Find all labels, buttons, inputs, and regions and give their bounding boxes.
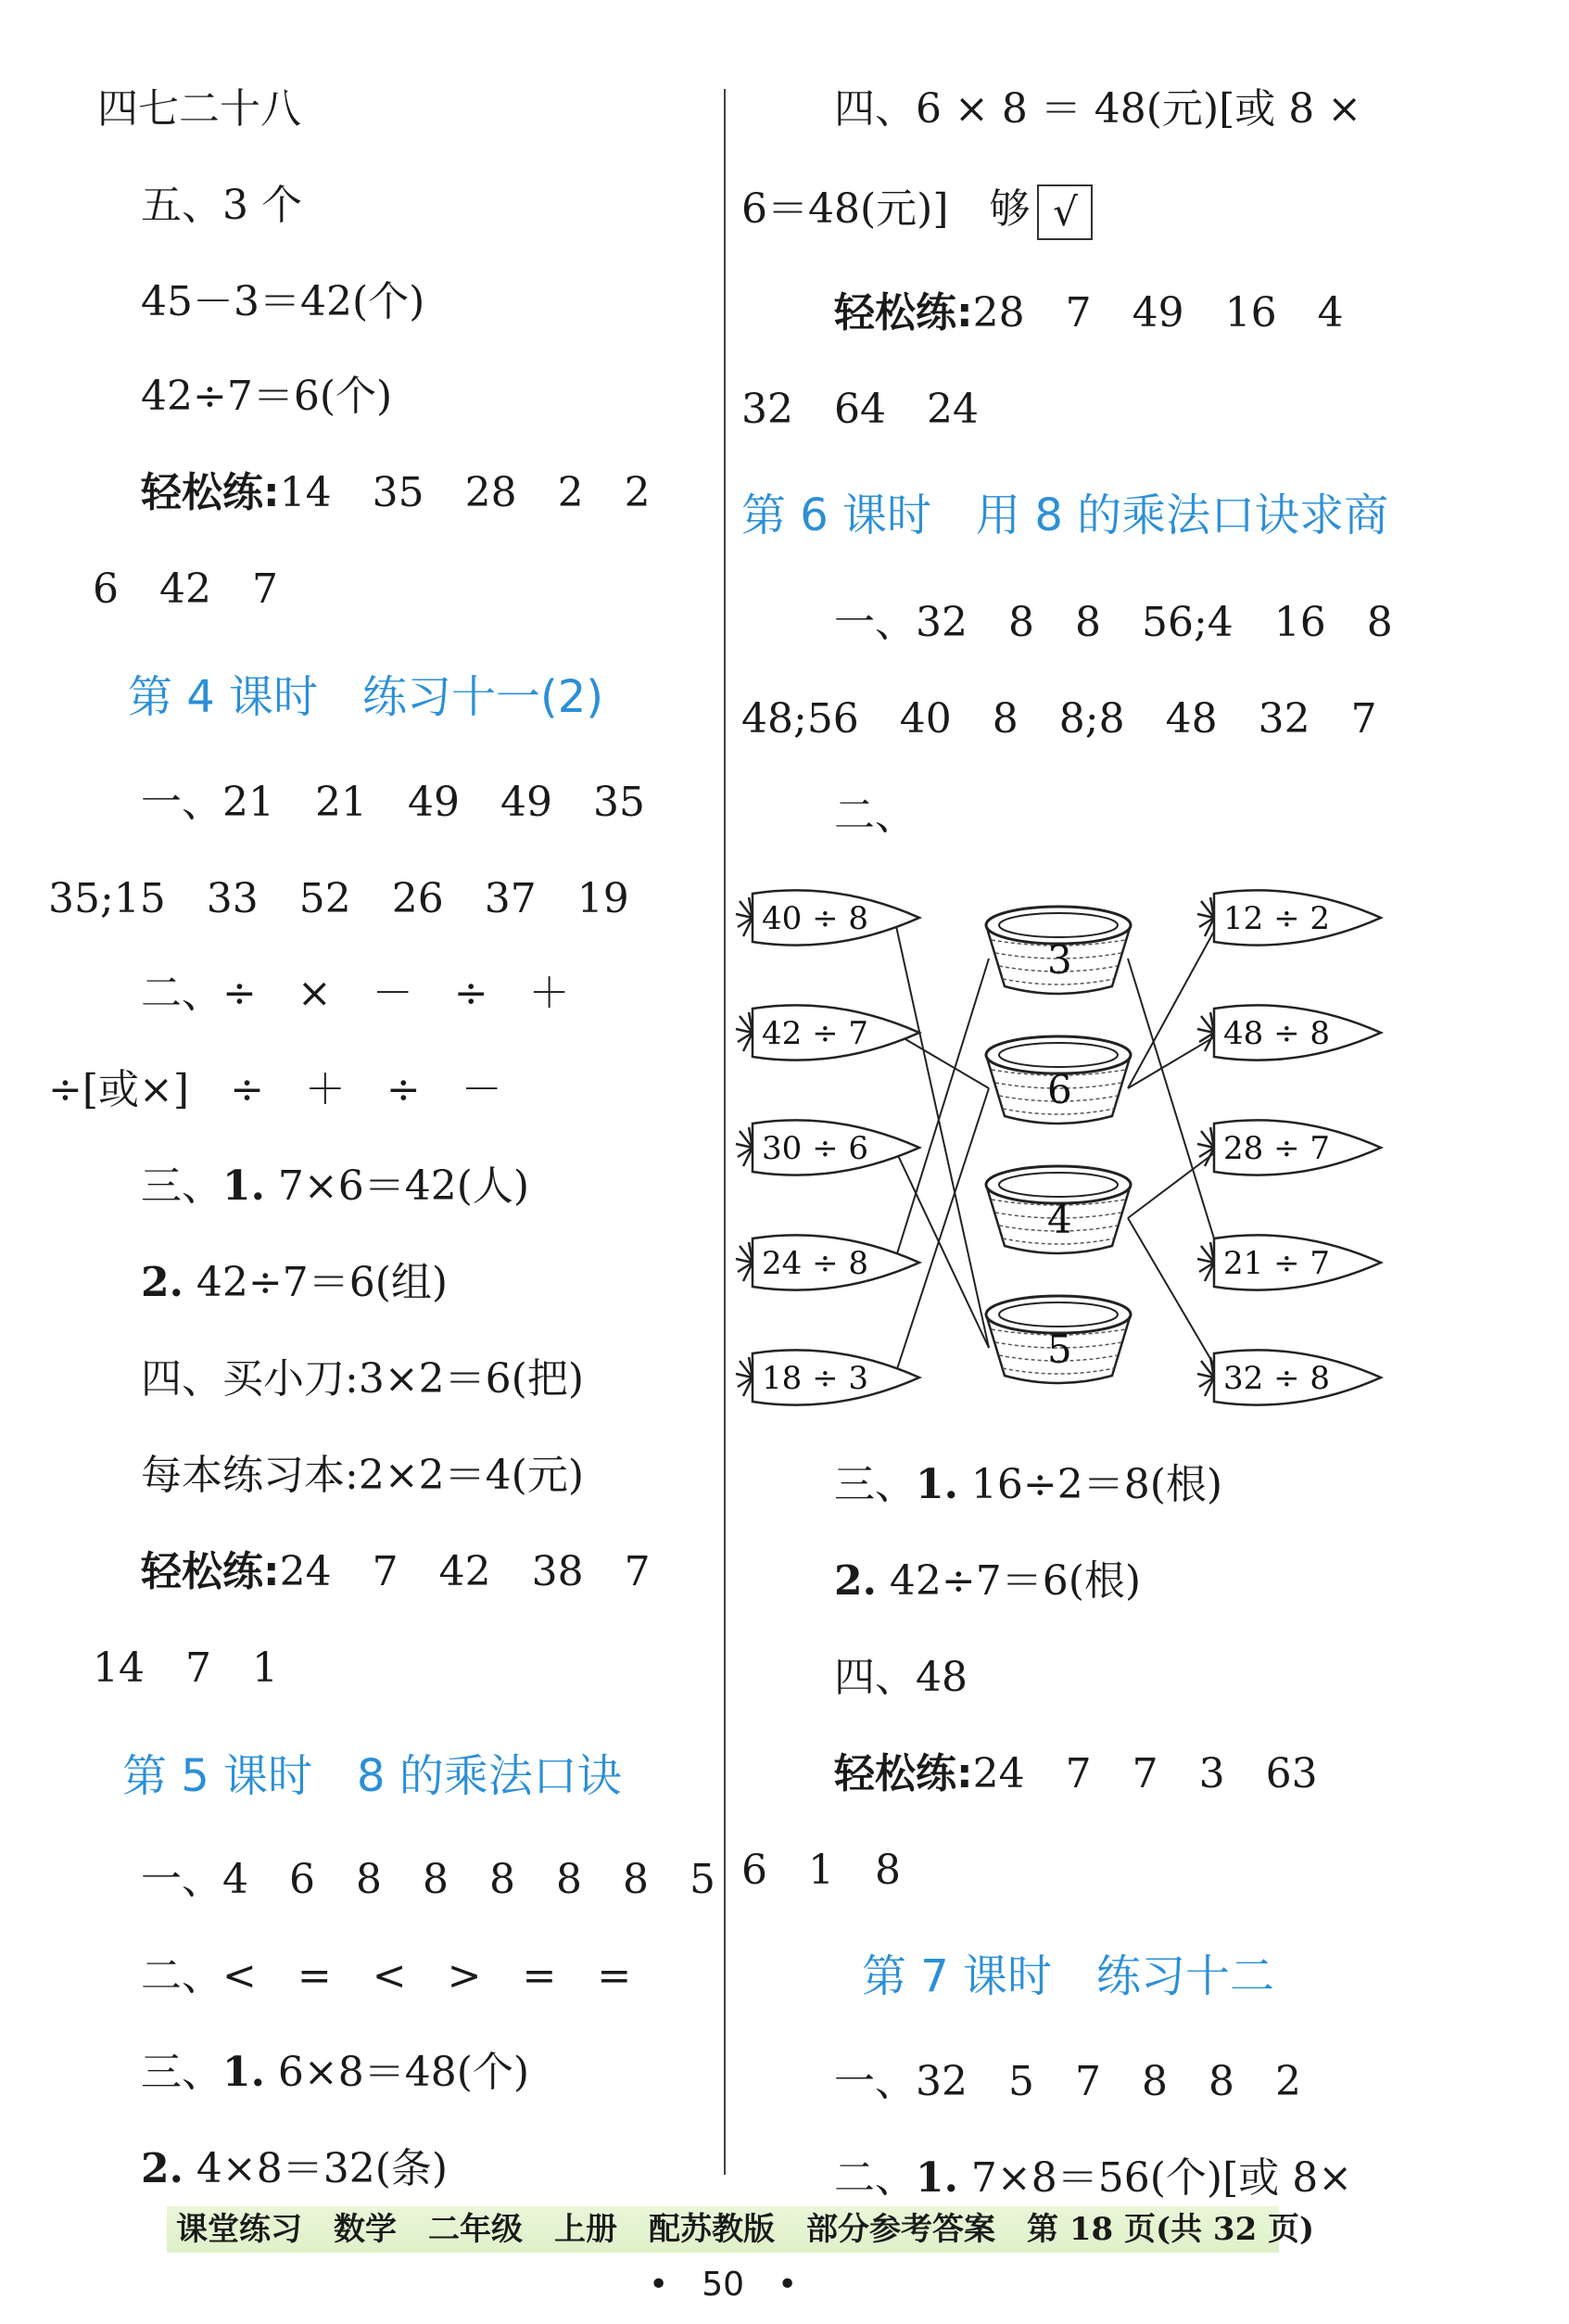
item-number: 2. bbox=[141, 2145, 183, 2192]
item-prefix: 三、 bbox=[834, 1461, 916, 1508]
practice-line bbox=[834, 286, 1344, 341]
item-prefix: 二、 bbox=[834, 2154, 916, 2202]
item-prefix: 三、 bbox=[141, 2049, 222, 2096]
item-number: 1. bbox=[222, 1162, 265, 1210]
answer-line bbox=[141, 1255, 448, 1311]
carrot-label: 32 ÷ 8 bbox=[1223, 1360, 1330, 1397]
item-value: 16÷2＝8(根) bbox=[957, 1461, 1223, 1508]
answer-line: 35;15 33 52 26 37 19 bbox=[48, 875, 629, 922]
basket bbox=[986, 907, 1131, 994]
match-line bbox=[894, 1148, 989, 1348]
right-carrot bbox=[1197, 1120, 1381, 1175]
left-carrot bbox=[736, 1235, 919, 1289]
carrot-basket-matching-diagram bbox=[732, 862, 1399, 1437]
answer-line bbox=[141, 2045, 529, 2101]
practice-line bbox=[141, 1544, 651, 1600]
right-carrot bbox=[1197, 1235, 1381, 1289]
left-carrot bbox=[736, 890, 919, 945]
basket-number: 4 bbox=[1047, 1197, 1072, 1242]
answer-line bbox=[141, 2141, 448, 2197]
match-line bbox=[1128, 1148, 1221, 1218]
answer-line: 48;56 40 8 8;8 48 32 7 bbox=[741, 695, 1377, 743]
item-prefix: 三、 bbox=[141, 1162, 222, 1210]
item-value: 6＝48(元)] 够 bbox=[741, 185, 1031, 233]
item-number: 1. bbox=[222, 2049, 265, 2096]
item-value: 7×8＝56(个)[或 8× bbox=[957, 2154, 1353, 2202]
answer-line: 一、32 8 8 56;4 16 8 bbox=[834, 599, 1393, 646]
answer-line: 6 1 8 bbox=[741, 1847, 901, 1894]
practice-line bbox=[834, 1746, 1318, 1802]
basket-number: 3 bbox=[1047, 937, 1072, 983]
item-value: 42÷7＝6(根) bbox=[876, 1557, 1142, 1605]
right-carrot bbox=[1197, 890, 1381, 945]
item-value: 4×8＝32(条) bbox=[183, 2145, 449, 2192]
answer-line: 四、买小刀:3×2＝6(把) bbox=[141, 1355, 585, 1403]
carrot-label: 21 ÷ 7 bbox=[1223, 1245, 1330, 1282]
basket bbox=[986, 1036, 1131, 1124]
left-carrot bbox=[736, 1005, 919, 1060]
carrot-label: 30 ÷ 6 bbox=[762, 1130, 868, 1167]
page-number: • 50 • bbox=[649, 2266, 798, 2304]
right-carrot bbox=[1197, 1350, 1381, 1404]
answer-line: 二、< = < > = = bbox=[141, 1952, 632, 2000]
answer-line bbox=[141, 1159, 529, 1214]
basket bbox=[986, 1166, 1131, 1253]
practice-values: 24 7 42 38 7 bbox=[279, 1548, 651, 1595]
lesson-heading-4: 第 4 课时 练习十一(2) bbox=[128, 671, 604, 723]
answer-line: 一、21 21 49 49 35 bbox=[141, 779, 645, 826]
item-number: 2. bbox=[141, 1259, 183, 1306]
carrot-label: 18 ÷ 3 bbox=[762, 1360, 868, 1397]
answer-line: 32 64 24 bbox=[741, 386, 979, 433]
practice-label: 轻松练: bbox=[141, 469, 280, 516]
answer-line: 二、 bbox=[834, 792, 916, 839]
answer-line: 五、3 个 bbox=[141, 182, 302, 229]
item-number: 1. bbox=[916, 2154, 958, 2202]
answer-line: 6 42 7 bbox=[93, 565, 278, 613]
lesson-heading-7: 第 7 课时 练习十二 bbox=[862, 1950, 1275, 2002]
lesson-heading-5: 第 5 课时 8 的乘法口诀 bbox=[122, 1750, 622, 1802]
match-line bbox=[894, 1033, 989, 1088]
practice-values: 24 7 7 3 63 bbox=[972, 1750, 1318, 1797]
carrot-label: 12 ÷ 2 bbox=[1223, 900, 1330, 937]
match-line bbox=[894, 959, 989, 1263]
carrot-label: 48 ÷ 8 bbox=[1223, 1015, 1330, 1052]
baskets bbox=[986, 907, 1131, 1383]
carrot-label: 28 ÷ 7 bbox=[1223, 1130, 1330, 1167]
carrot-label: 40 ÷ 8 bbox=[762, 900, 868, 937]
match-line bbox=[1128, 1218, 1221, 1378]
answer-line: 一、32 5 7 8 8 2 bbox=[834, 2058, 1301, 2105]
practice-values: 28 7 49 16 4 bbox=[972, 289, 1344, 337]
answer-line: ÷[或×] ÷ ＋ ÷ － bbox=[48, 1066, 502, 1113]
item-number: 1. bbox=[916, 1461, 958, 1508]
practice-label: 轻松练: bbox=[141, 1548, 280, 1595]
basket bbox=[986, 1296, 1131, 1383]
practice-label: 轻松练: bbox=[834, 1750, 973, 1797]
answer-line bbox=[834, 1457, 1222, 1513]
answer-line: 二、÷ × － ÷ ＋ bbox=[141, 970, 570, 1017]
answer-line: 42÷7＝6(个) bbox=[141, 373, 393, 420]
answer-line: 四七二十八 bbox=[97, 85, 301, 133]
answer-line bbox=[834, 1554, 1141, 1609]
carrot-label: 42 ÷ 7 bbox=[762, 1015, 868, 1052]
item-value: 7×6＝42(人) bbox=[264, 1162, 530, 1210]
practice-line bbox=[141, 465, 651, 521]
practice-label: 轻松练: bbox=[834, 289, 973, 337]
answer-line: 四、48 bbox=[834, 1654, 968, 1701]
right-carrots bbox=[1197, 890, 1381, 1404]
answer-line: 每本练习本:2×2＝4(元) bbox=[141, 1452, 585, 1499]
item-value: 6×8＝48(个) bbox=[264, 2049, 530, 2096]
check-box: √ bbox=[1037, 184, 1093, 240]
answer-line: 一、4 6 8 8 8 8 8 5 bbox=[141, 1856, 715, 1903]
basket-number: 6 bbox=[1047, 1067, 1072, 1112]
left-carrot bbox=[736, 1120, 919, 1175]
carrot-label: 24 ÷ 8 bbox=[762, 1245, 868, 1282]
match-line bbox=[1128, 1033, 1221, 1088]
answer-line: 14 7 1 bbox=[93, 1645, 278, 1692]
basket-number: 5 bbox=[1047, 1327, 1072, 1372]
answer-line: 45－3＝42(个) bbox=[141, 278, 425, 325]
item-value: 42÷7＝6(组) bbox=[183, 1259, 449, 1306]
right-carrot bbox=[1197, 1005, 1381, 1060]
left-carrots bbox=[736, 890, 919, 1404]
footer-text: 课堂练习 数学 二年级 上册 配苏教版 部分参考答案 第 18 页(共 32 页) bbox=[176, 2211, 1315, 2248]
lesson-heading-6: 第 6 课时 用 8 的乘法口诀求商 bbox=[741, 489, 1389, 541]
column-divider bbox=[724, 89, 726, 2175]
left-carrot bbox=[736, 1350, 919, 1404]
answer-line: 四、6 × 8 ＝ 48(元)[或 8 × bbox=[834, 85, 1362, 133]
practice-values: 14 35 28 2 2 bbox=[279, 469, 651, 516]
answer-line bbox=[834, 2151, 1352, 2206]
item-number: 2. bbox=[834, 1557, 877, 1605]
answer-line bbox=[741, 182, 1093, 240]
